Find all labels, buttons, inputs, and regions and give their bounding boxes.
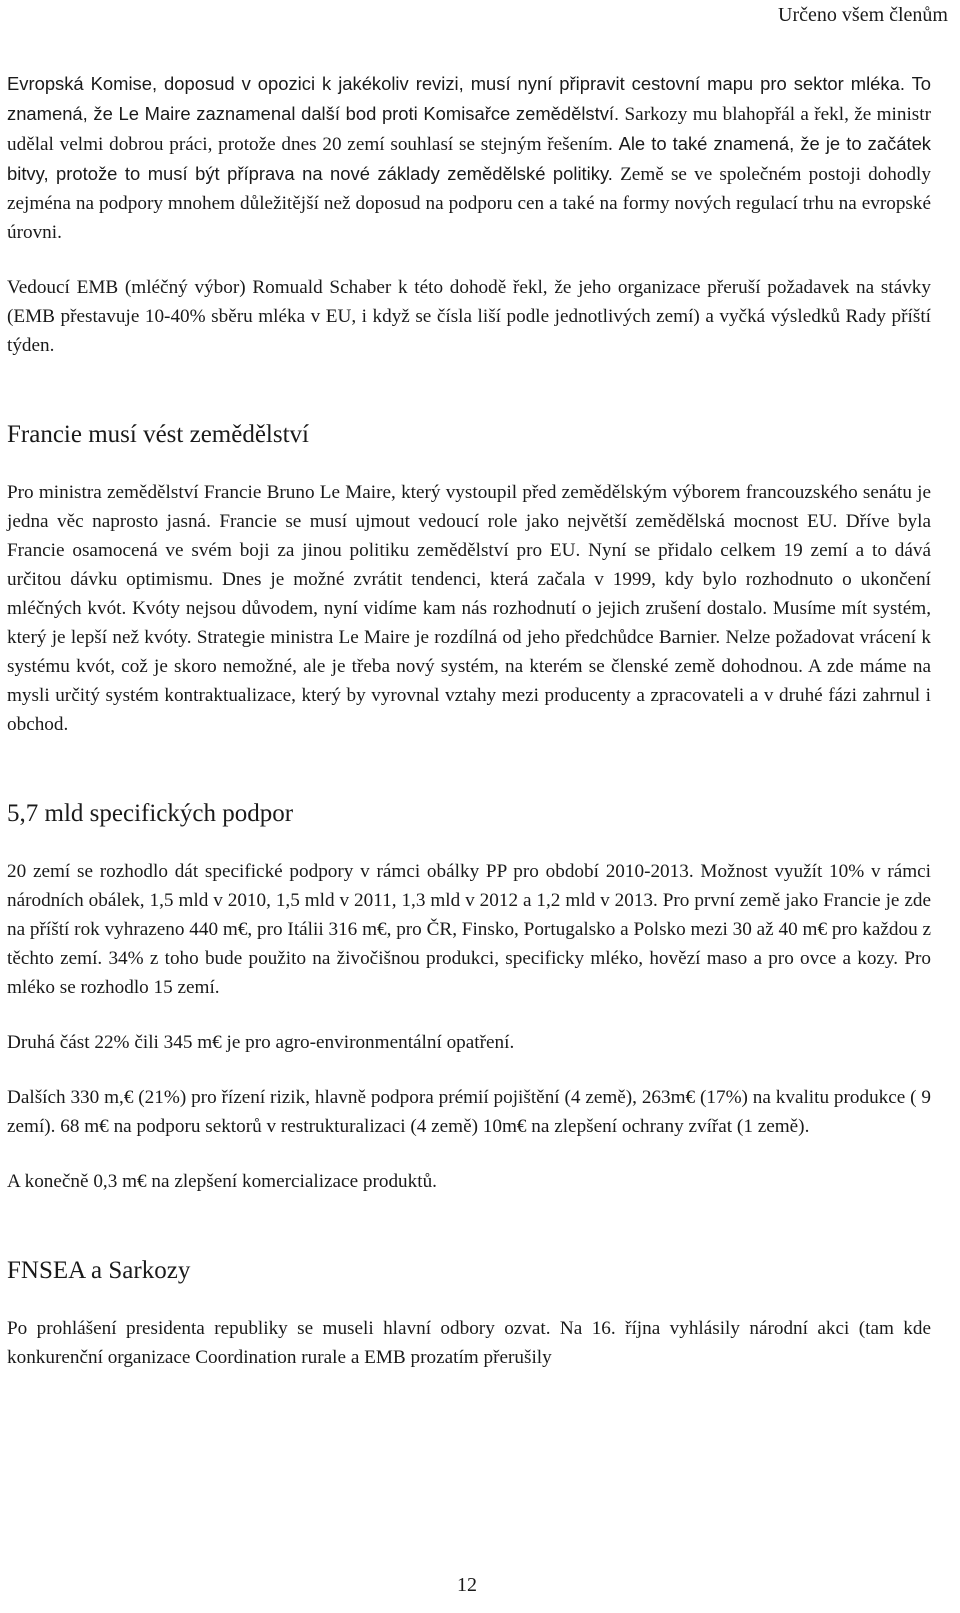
paragraph-commercialization: A konečně 0,3 m€ na zlepšení komercializace produktů. xyxy=(7,1171,437,1192)
document-header-note: Určeno všem členům xyxy=(778,4,948,26)
paragraph-segment: Sarkozy mu blahopřál a řekl, že ministr udělal velmi dobrou práci, protože dnes 20 zemí souhlasí se stejným řešením. xyxy=(7,104,931,155)
paragraph-agro-environment: Druhá část 22% čili 345 m€ je pro agro-environmentální opatření. xyxy=(7,1032,515,1053)
section-heading: 5,7 mld specifických podpor xyxy=(7,800,294,827)
paragraph-segment: Země se ve společném postoji dohodly zejména na podpory mnohem důležitější než doposud na podporu cen a také na formy nových regulací trhu na evropské úrovni. xyxy=(7,164,931,243)
section-heading: FNSEA a Sarkozy xyxy=(7,1257,191,1284)
paragraph-eu-commission xyxy=(7,69,931,247)
document-body xyxy=(7,69,931,1372)
paragraph-emb-schaber: Vedoucí EMB (mléčný výbor) Romuald Schaber k této dohodě řekl, že jeho organizace přeruší požadavek na stávky (EMB přestavuje 10-40% sběru mléka v EU, i když se čísla liší podle jednotlivých zemí) a vyčká výsledků Rady příští týden. xyxy=(7,277,931,356)
paragraph-risk-management: Dalších 330 m,€ (21%) pro řízení rizik, hlavně podpora prémií pojištění (4 země), 263m€ (17%) na kvalitu produkce ( 9 zemí). 68 m€ na podporu sektorů v restrukturalizaci (4 země) 10m€ na zlepšení ochrany zvířat (1 země). xyxy=(7,1087,931,1137)
paragraph-segment: Ale to také znamená, že je to začátek bitvy, protože to musí být příprava na nové základy zemědělské politiky. xyxy=(7,133,931,184)
paragraph-fnsea: Po prohlášení presidenta republiky se museli hlavní odbory ozvat. Na 16. října vyhlásily národní akci (tam kde konkurenční organizace Coordination rurale a EMB prozatím přerušily xyxy=(7,1318,931,1368)
paragraph-le-maire: Pro ministra zemědělství Francie Bruno Le Maire, který vystoupil před zemědělským výborem francouzského senátu je jedna věc naprosto jasná. Francie se musí ujmout vedoucí role jako největší zemědělská mocnost EU. Dříve byla Francie osamocená ve svém boji za jinou politiku zemědělství pro EU. Nyní se přidalo celkem 19 zemí a to dává určitou dávku optimismu. Dnes je možné zvrátit tendenci, která začala v 1999, kdy bylo rozhodnuto o ukončení mléčných kvót. Kvóty nejsou důvodem, nyní vidíme kam nás rozhodnutí o jejich zrušení dostalo. Musíme mít systém, který je lepší než kvóty. Strategie ministra Le Maire je rozdílná od jeho předchůdce Barnier. Nelze požadovat vrácení k systému kvót, což je skoro nemožné, ale je třeba nový systém, na kterém se členské země dohodnou. A zde máme na mysli určitý systém kontraktualizace, který by vyrovnal vztahy mezi producenty a zpracovateli a v druhé fázi zahrnul i obchod. xyxy=(7,482,931,735)
section-heading: Francie musí vést zemědělství xyxy=(7,421,310,448)
paragraph-specific-support: 20 zemí se rozhodlo dát specifické podpory v rámci obálky PP pro období 2010-2013. Možnost využít 10% v rámci národních obálek, 1,5 mld v 2010, 1,5 mld v 2011, 1,3 mld v 2012 a 1,2 mld v 2013. Pro první země jako Francie je zde na příští rok vyhrazeno 440 m€, pro Itálii 316 m€, pro ČR, Finsko, Portugalsko a Polsko mezi 30 až 40 m€ pro každou z těchto zemí. 34% z toho bude použito na živočišnou produkci, specificky mléko, hovězí maso a pro ovce a kozy. Pro mléko se rozhodlo 15 zemí. xyxy=(7,861,931,998)
paragraph-segment: Evropská Komise, doposud v opozici k jakékoliv revizi, musí nyní připravit cestovní mapu pro sektor mléka. To znamená, že Le Maire zaznamenal další bod proti Komisařce zemědělství. xyxy=(7,73,931,124)
page-number: 12 xyxy=(457,1574,477,1596)
